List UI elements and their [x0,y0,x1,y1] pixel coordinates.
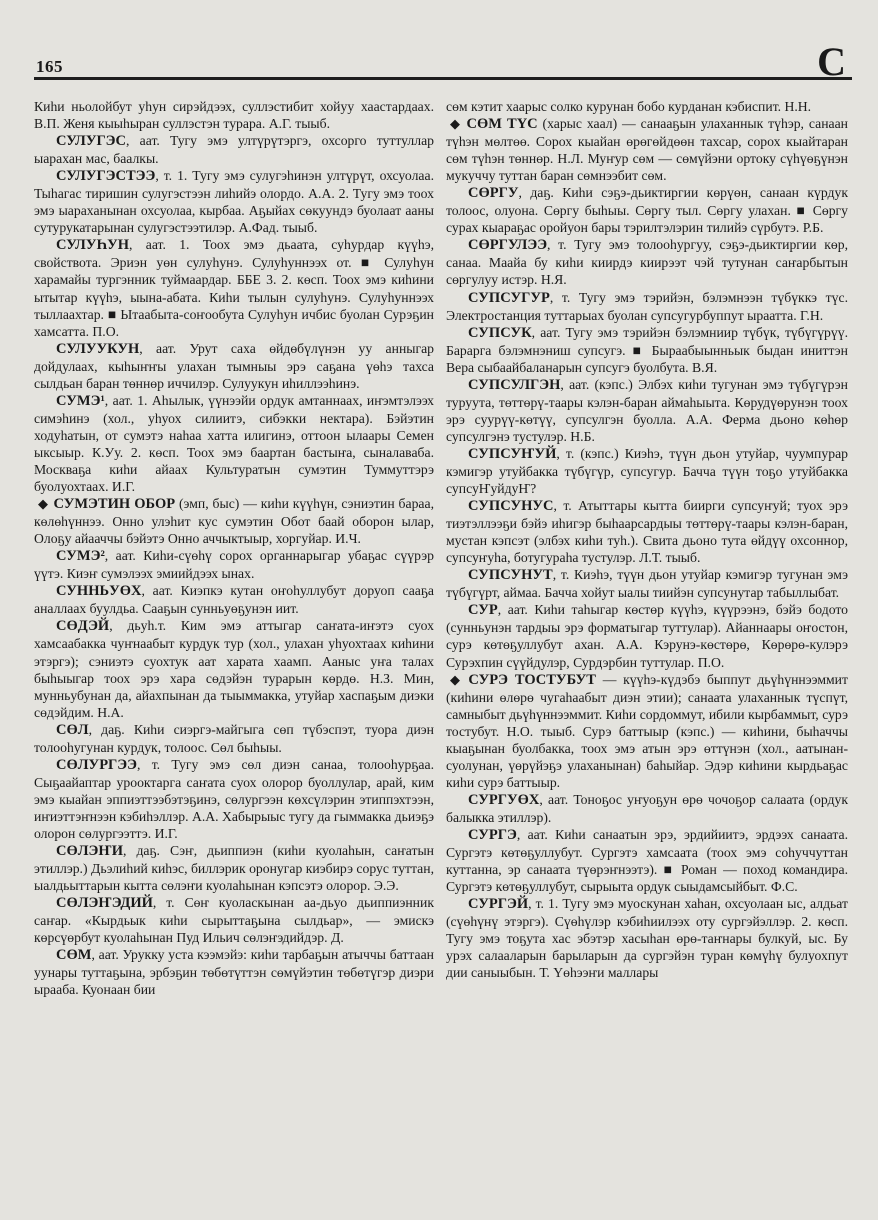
definition-text: , т. Тугу эмэ толооһургуу, сэҕэ-дьиктиргии көр, санаа. Маайа бу киһи киирдэ киирээт чэй тутунан саҥарбытын сөргулуу истэр. Н.Я. [446,237,848,288]
dictionary-entry [446,497,848,566]
dictionary-entry [34,894,434,946]
diamond-icon: ◆ [450,116,462,132]
definition-text: , аат. Урукку уста кээмэйэ: киһи тарбаҕын атыччы баттаан уунары туттаҕына, эрбэҕин төбөтүттэн сөмүйэтин төбөтүгэр диэри ыраа​ба. Куонаан бии [34,947,434,998]
dictionary-entry [34,132,434,167]
dictionary-entry [446,601,848,670]
dictionary-entry [446,376,848,445]
dictionary-entry [446,236,848,288]
definition-text: , дьуһ.т. Ким эмэ аттыгар саҥата-иҥэтэ суох хамсаабакка чуҥнаабыт курдук тур (хол., улахан уһуохтаах киһини этэргэ); сэниэтэ суохтук аат харата хаамп. Ааныс уҥа талах быһыыгар тоох эрэ хара сөдэйэн турарын көрдө. Н.З. Мин, мунньубунан да, айахпынан да тыыммакка, утуйар хаспаҕым диэки сөдэйдим. Н.А. [34,618,434,720]
dictionary-entry [446,826,848,895]
headword: СУПСУГУР [468,289,550,306]
dictionary-entry [34,721,434,756]
headword: СӨМ [56,947,92,964]
definition-text: , т. Сөҥ куоласкынан аа-дьуо дьиппиэнник саҥар. «Кырдьык киһи сырыттаҕына сылдьар», — эмискэ көрсүөрбут куолаһынан Пуд Ильич сөлэҥэдийдэр. Д. [34,895,434,946]
headword: СУМЭТИН ОБОР [53,496,176,513]
definition-text: , аат. 1. Аһылык, үүнээйи ордук амтаннаах, иҥэмтэлээх симэһинэ (хол., уһуох силиитэ, сибэкки нектара). Бэйэтин ходуһатын, от сумэтэ наһаа хатта илигинэ, оттоон ылаары Семен ыксыыр. К.Уу. 2. көсп. Тоох эмэ баартан бастыҥа, сыналаваба. Москваҕа киһи айаах Культуратын сумэтин Туммуттэрэ буолуохтаах. И.Г. [34,392,434,495]
page-number: 165 [36,57,63,76]
dictionary-entry [34,167,434,236]
dictionary-entry [34,547,434,582]
headword: СУПСУК [468,324,532,341]
definition-text: Киһи ньолойбут уһун сирэйдээх, суллэстибит хойуу хаастардаах. В.П. Женя кыыһыран суллэстэн турара. А.Г. тыыб. [34,99,434,132]
definition-text: , аат. Киһи-сүөһү сорох органнарыгар убаҕас сүүрэр үүтэ. Киэҥ сумэлээх эмиийдээх ынах. [34,548,434,582]
dictionary-entry [446,895,848,981]
definition-text: , т. 1. Тугу эмэ сулугэһинэн ултүрүт, охсуолаа. Тыһагас тиришин сулугэстээн лиһийэ олордо. А.А. 2. Тугу эмэ тоох эмэ ыараханынан охсуолаа, кырбаа. Аҕыйах сөкуундэ буолаат ааны сутурукатарынан сулугэстээтилэр. А.Фад. тыыб. [34,168,434,236]
headword: СӨЛ [56,721,89,738]
definition-text: , аат. Тугу эмэ тэрийэн бэлэмниир түбүк, түбүгүрүү. Барарга бэлэмнэниш супсугэ. ■ Быраабыынньык быдан иниттэн Вера сыбаайбаланарын супсугэ буолбута. В.Я. [446,324,848,375]
definition-text: (эмп, быс) — киһи күүһүн, сэниэтин бараа, көлөһүннээ. Онно улэһит кус сумэтин Обот баай оборон ылар, Олоҕу айааччы бэйэтэ Онно аччыктыыр, хоргуйар. И.Ч. [34,496,434,547]
headword: СӨМ ТҮС [466,116,538,133]
diamond-icon: ◆ [38,496,49,512]
definition-text: , даҕ. Киһи сиэргэ-майгыга сөп түбэспэт, туора диэн толооһугунан курдук, толоос. Сөл быһыы. [34,721,434,755]
headword: СӨРГУ [468,185,519,202]
headword: СУР [468,602,498,619]
dictionary-entry [34,946,434,998]
definition-text: , аат. Киһи таһыгар көстөр күүһэ, күүрээнэ, бэйэ бодото (сунньунэн тардыы эрэ форматыгар туттулар). Айаннаары оҥостон, сурэ көтөҕуллубут ахан. А.А. Кэрунэ-көстөрө, Көрөрө-кулэрэ Сурэхпин сүүйдулэр, Сурдэрбин туттулар. П.О. [446,602,848,670]
header-rule [34,77,852,80]
headword: СУЛУҺУН [56,237,130,254]
phrase-entry [446,671,848,791]
definition-text: , аат. Тугу эмэ ултүрүтэргэ, охсорго туттуллар ыарахан мас, баалкы. [34,133,434,167]
headword: СУПСУНУС [468,498,554,515]
definition-text: , т. Киэһэ, түүн дьон утуйар кэмигэр тугунан эмэ түбүгүрт, аймаа. Бачча хойут ыалы тиийэн супсунутар табыллыбат. [446,567,848,601]
phrase-entry [34,495,434,547]
headword: СУРГУӨХ [468,791,540,808]
definition-text: , аат. 1. Тоох эмэ дьаата, суһурдар күүһэ, свойствота. Эриэн уөн сулуһунэ. Сулуһуннээх от. ■ Сулуһун харамайы тургэнник туймаардар. ББЕ 3. 2. көсп. Тоох эмэ киһини ытытар күүһэ, ыына-абата. Киһи тылын сулуһунэ. Сулуһуннээх тыллаахтар. ■ Ытаабыта-соҥообута Сулуһун ичбис буолан Сурэҕин хамсатта. П.О. [34,237,434,339]
headword: СУМЭ² [56,548,105,565]
definition-text: , т. Тугу эмэ тэрийэн, бэлэмнээн түбүккэ түс. Электростанция туттарыах буолан супсугурбуппут ыраатта. Г.Н. [446,289,848,323]
definition-text: сөм кэтит хаарыс солко курунан бобо курданан кэбиспит. Н.Н. [446,99,812,114]
section-letter: С [817,39,846,84]
dictionary-entry [34,236,434,339]
headword: СУМЭ¹ [56,392,105,409]
definition-text: , аат. Киэпкэ кутан оҥоһуллубут доруоп сааҕа аналлаах буулдьа. Сааҕын сунньуөҕунэн иит. [34,583,434,617]
headword: СУРГЭ [468,826,517,843]
dictionary-entry [446,324,848,376]
dictionary-entry [34,392,434,495]
definition-text: , аат. Урут саха өйдөбүлүнэн уу анныгар дойдулаах, кыһыҥҥы улахан тымныы эрэ саҕана үөһэ тахса сылдьан баран төннөр иччилэр. Сулуукун иһиллээһинэ. [34,340,434,391]
left-column [34,98,434,998]
definition-text: , даҕ. Сэҥ, дьиппиэн (киһи куолаһын, саҥатын этиллэр.) Дьэлиһий киһэс, биллэрик оронугар киэбирэ сорус туттан, ыалдьыттарын кытта сөлэҥи куолаһынан кэпсэтэ олорор. Э.Э. [34,843,434,894]
headword: СУННЬУӨХ [56,583,142,600]
headword: СӨЛУРГЭЭ [56,756,137,773]
dictionary-entry [446,566,848,601]
headword: СУРГЭЙ [468,896,529,913]
headword: СӨРГУЛЭЭ [468,237,548,254]
dictionary-entry [34,582,434,617]
definition-text: (харыс хаал) — санааҕын улаханнык түһэр, санаан түһэн мөлтөө. Сорох кыайан өрөгөйдөөн тахсар, сорох кыайтаран сөм түһэн төннөр. Н.Л. Муҥур сөм — сөмүйэни ортоку сүһүөҕүнэн мукуччу туттан баран сөмнээбит сөм. [446,116,848,184]
entry-continuation [34,98,434,132]
headword: СӨЛЭҤИ [56,843,124,860]
definition-text: , аат. Тоноҕос уҥуоҕун өрө чочоҕор салаата (ордук балыкка этиллэр). [446,791,848,825]
definition-text: — күүһэ-күдэбэ быппут дьүһүннээммит (киһини өлөрө чугаһаабыт диэн этии); санаата улаханнык түспүт, самныбыт дьүһүннээммит. Киһи сордоммут, ибили кырбаммыт, сурэ тостубут. Н.О. тыыб. Сурэ баттыыр (кэпс.) — киһини, быһаччы кыаҕынан буолбакка, тоох эмэ атын эрэ өттүнэн (хол., аатынан-суолунан, үөрүйэҕэ улаханынан) баһыйар. Эдэр киһини кырдьаҕас киһи сурэ баттыыр. [446,671,848,790]
headword: СУЛУУКУН [56,340,140,357]
entry-continuation [446,98,848,115]
headword: СУЛУГЭС [56,133,126,150]
dictionary-entry [34,617,434,720]
phrase-entry [446,115,848,184]
dictionary-entry [446,445,848,497]
definition-text: , даҕ. Киһи сэҕэ-дьиктиргии көрүөн, санаан күрдук толоос, олуона. Сөргу быһыы. Сөргу тыл. Сөргу улахан. ■ Сөргу сурах кыараҕас оройуон бары тэрилтэлэрин тилийэ сүрбутэ. Р.Б. [446,185,848,236]
definition-text: , т. Тугу эмэ сөл диэн санаа, толооһурҕаа. Сыҕаайаптар урооктарга саҥата суох олорор буоллулар, арай, ким эмэ кыайан эппиэттээбэтэҕинэ, сөлургээн көхсүлэрин этиппэхтээн, иҥиэттэҥнээн кэбиһэллэр. А.А. Хабырыыс тугу да гыммакка дьиэҕэ олорон сөлургээттэ. И.Г. [34,756,434,841]
headword: СУПСУЛГЭН [468,376,561,393]
definition-text: , т. Атыттары кытта биирги супсуҥуй; туох эрэ тиэтэллээҕи бэйэ иһигэр быһаарсардыы төттөрү-таары кэлэн-баран, мустан кэпсэт (элбэх киһи туһ.). Свита дьоно тута өйдүү охсоннор, супсуҥуһа, ботугураһа тустулэр. Л.Т. тыыб. [446,498,848,566]
headword: СУЛУГЭСТЭЭ [56,168,156,185]
dictionary-entry [446,289,848,324]
definition-text: , аат. (кэпс.) Элбэх киһи тугунан эмэ түбүгүрэн туруута, төттөрү-таары кэлэн-баран аймаһыыта. Көрудүөрунэн тоох эрэ суурүү-көтүү, супсулгэн буолла. А.А. Ферма дьоно көһөр супсулгэнэ тустулэр. Н.Б. [446,376,848,444]
dictionary-entry [34,340,434,392]
headword: СУПСУҤУЙ [468,445,557,462]
definition-text: , т. (кэпс.) Киэһэ, түүн дьон утуйар, чуумпурар кэмигэр утуйбакка түбүгүр, супсугур. Бачча түүн тоҕо утуйбакка супсуҤуйдуҤ? [446,445,848,497]
dictionary-entry [34,842,434,894]
dictionary-entry [446,184,848,236]
headword: СУПСУНУТ [468,567,553,584]
right-column [446,98,848,981]
headword: СУРЭ ТОСТУБУТ [468,671,596,688]
headword: СӨЛЭҤЭДИЙ [56,895,153,912]
dictionary-entry [446,791,848,826]
headword: СӨДЭЙ [56,618,110,635]
diamond-icon: ◆ [450,671,464,687]
definition-text: , т. 1. Тугу эмэ муоскунан хаһан, охсуолаан ыс, алдьат (сүөһүнү этэргэ). Сүөһүлэр кэбиһиилээх оту сургэйэллэр. 2. көсп. Тугу эмэ тоҕута хас эбэтэр хасыһан өрө-таҥнары булкуй, ыс. Бу урэх салааларын барыларын да сургэйэн туран көмүһү булуохпут дии саныыбын. Т. Үөһээҥи маллары [446,896,848,981]
definition-text: , аат. Киһи санаатын эрэ, эрдийиитэ, эрдээх санаата. Сургэтэ көтөҕуллубут. Сургэтэ хамсаата (тоох эмэ соһуччуттан куттанна, эр санаата түөрэҥнээтэ). ■ Роман — поход командира. Сургэтэ көтөҕуллубут, сырыыта ордук сыыдамсыйбыт. Ф.С. [446,826,848,895]
dictionary-entry [34,756,434,842]
